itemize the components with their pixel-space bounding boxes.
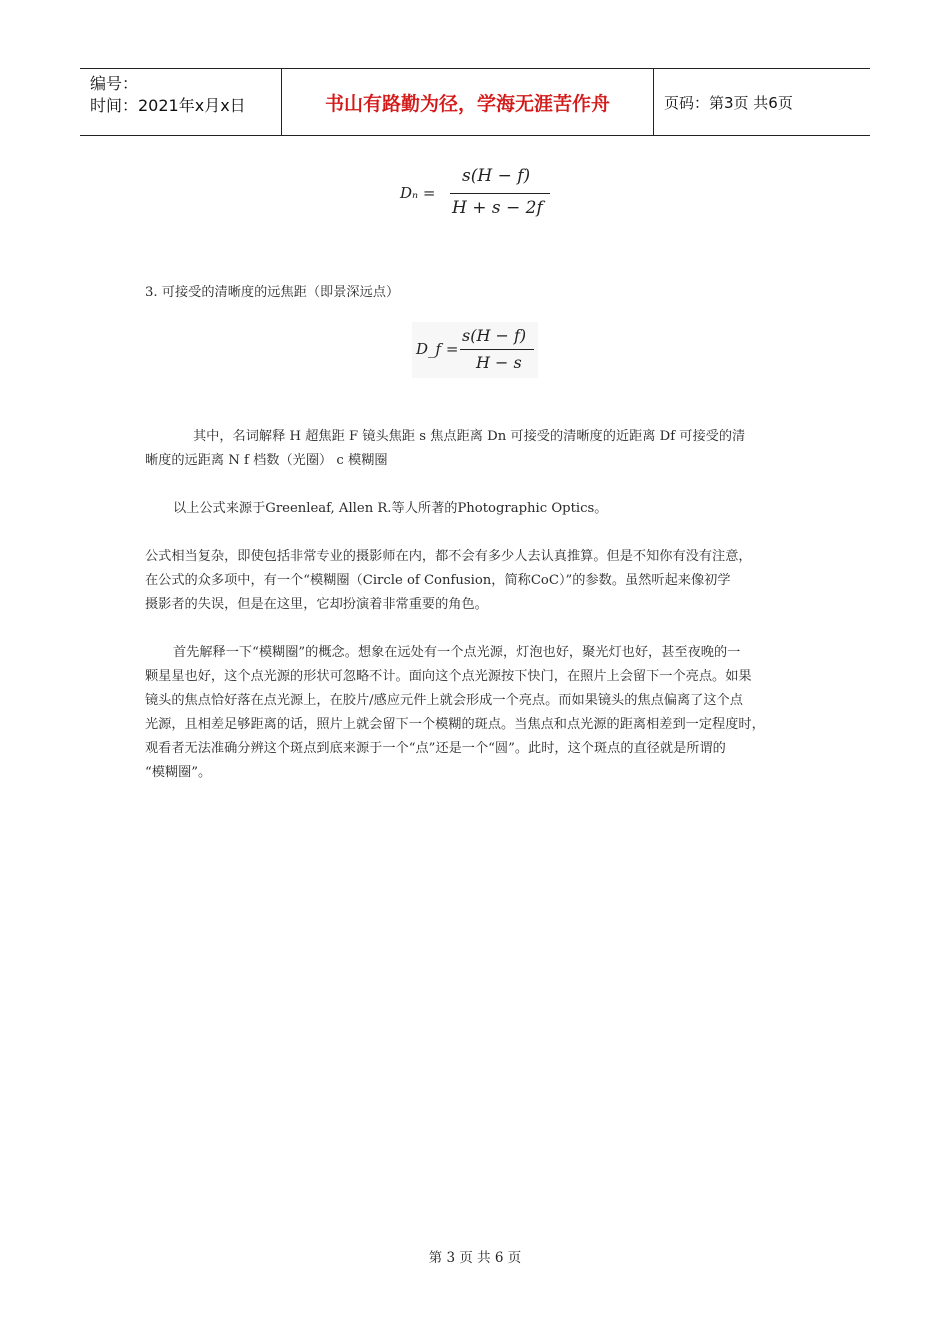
header-page-label: 页码：第3页 共6页 bbox=[664, 93, 793, 112]
paragraph-line: 镜头的焦点恰好落在点光源上，在胶片/感应元件上就会形成一个亮点。而如果镜头的焦点偏离了这个点 bbox=[145, 693, 743, 708]
paragraph-line: 摄影者的失误，但是在这里，它却扮演着非常重要的角色。 bbox=[145, 597, 488, 612]
formula-near-numerator: s(H − f) bbox=[462, 166, 531, 186]
terms-line: 其中，名词解释 H 超焦距 F 镜头焦距 s 焦点距离 Dn 可接受的清晰度的近距离 Df 可接受的清 bbox=[193, 429, 746, 444]
formula-far-denominator: H − s bbox=[476, 353, 522, 372]
paragraph-line: “模糊圈”。 bbox=[145, 765, 212, 780]
page-header bbox=[80, 68, 870, 136]
formula-near-denominator: H + s − 2f bbox=[452, 198, 543, 218]
formula-near-lhs: Dₙ = bbox=[400, 184, 436, 202]
paragraph-line: 首先解释一下“模糊圈”的概念。想象在远处有一个点光源，灯泡也好，聚光灯也好，甚至夜晚的一 bbox=[173, 645, 741, 660]
terms-paragraph bbox=[145, 425, 810, 473]
terms-line: 晰度的远距离 N f 档数（光圈） c 模糊圈 bbox=[145, 453, 388, 468]
formula-near-fraction-bar bbox=[450, 193, 550, 194]
formula-far-distance bbox=[412, 322, 538, 378]
paragraph-line: 公式相当复杂，即使包括非常专业的摄影师在内，都不会有多少人去认真推算。但是不知你有没有注意， bbox=[145, 549, 752, 564]
formula-near-distance bbox=[396, 162, 556, 226]
formula-far-numerator: s(H − f) bbox=[462, 326, 527, 345]
circle-of-confusion-paragraph bbox=[145, 641, 810, 785]
paragraph-line: 颗星星也好，这个点光源的形状可忽略不计。面向这个点光源按下快门，在照片上会留下一个亮点。如果 bbox=[145, 669, 752, 684]
header-motto: 书山有路勤为径，学海无涯苦作舟 bbox=[324, 92, 610, 115]
complexity-paragraph bbox=[145, 545, 810, 617]
document-time-label: 时间：2021年x月x日 bbox=[90, 96, 246, 115]
header-page-cell bbox=[654, 69, 870, 135]
paragraph-line: 光源，且相差足够距离的话，照片上就会留下一个模糊的斑点。当焦点和点光源的距离相差到一定程度时， bbox=[145, 717, 765, 732]
paragraph-line: 观看者无法准确分辨这个斑点到底来源于一个“点”还是一个“圆”。此时，这个斑点的直径就是所谓的 bbox=[145, 741, 726, 756]
section-heading-far-distance: 3. 可接受的清晰度的远焦距（即景深远点） bbox=[145, 285, 400, 300]
paragraph-line: 在公式的众多项中，有一个“模糊圈（Circle of Confusion，简称CoC）”的参数。虽然听起来像初学 bbox=[145, 573, 731, 588]
header-info-cell bbox=[80, 69, 281, 135]
document-number-label: 编号： bbox=[90, 74, 139, 93]
formula-far-lhs: D_f = bbox=[416, 340, 459, 358]
page-footer: 第 3 页 共 6 页 bbox=[428, 1250, 522, 1266]
formula-far-fraction-bar bbox=[460, 349, 534, 350]
source-paragraph: 以上公式来源于Greenleaf, Allen R.等人所著的Photographic Optics。 bbox=[173, 501, 608, 516]
header-motto-cell bbox=[281, 69, 654, 135]
